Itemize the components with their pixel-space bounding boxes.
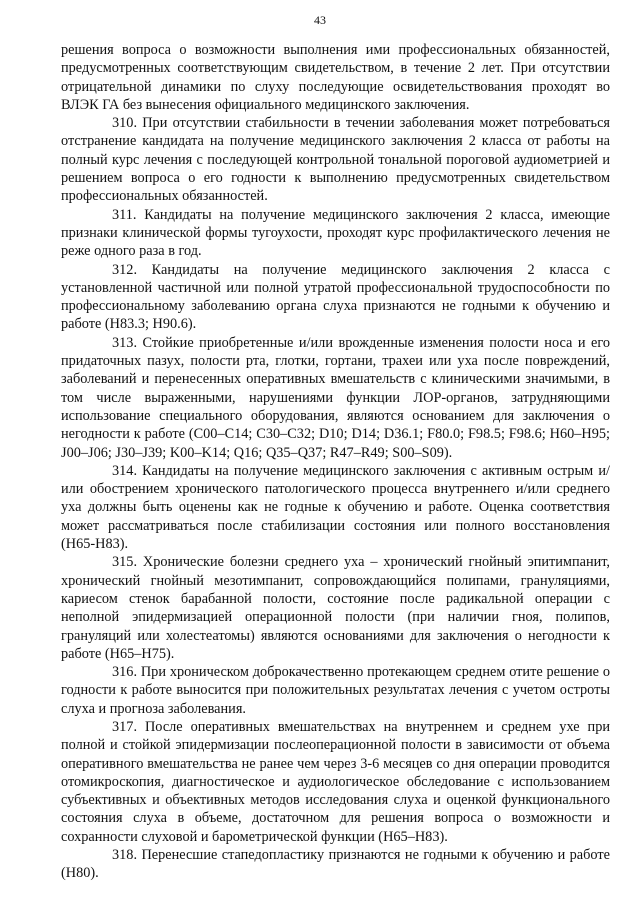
page-number: 43 bbox=[314, 13, 326, 27]
paragraph: 316. При хроническом доброкачественно протекающем среднем отите решение о годности к работе выносится при положительных результатах лечения с учетом остроты слуха и прогноза заболевания. bbox=[61, 664, 610, 717]
paragraph: 318. Перенесшие стапедопластику признаются не годными к обучению и работе (H80). bbox=[61, 847, 610, 882]
paragraph: 314. Кандидаты на получение медицинского заключения с активным острым и/или обострением хронического патологического процесса внутреннего и/или среднего уха должны быть оценены как не годные к обучению и работе. Оценка соответствия может рассматриваться после стабилизации состояния или полного восстановления (H65-H83). bbox=[61, 462, 610, 553]
paragraph: 317. После оперативных вмешательствах на внутреннем и среднем ухе при полной и стойкой эпидермизации послеоперационной полости в зависимости от объема оперативного вмешательства не ранее чем через 3-6 месяцев со дня операции проводится отомикроскопия, диагностическое и аудиологическое обследование с использованием субъективных и объективных методов исследования слуха и оценкой функционального состояния слуха в объеме, достаточном для решения вопроса о возможности и сохранности слуховой и барометрической функции (H65–H83). bbox=[61, 718, 610, 845]
paragraph: 313. Стойкие приобретенные и/или врожденные изменения полости носа и его придаточных пазух, полости рта, глотки, гортани, трахеи или уха после повреждений, заболеваний и перенесенных оперативных вмешательств с клиническими значимыми, в том числе выраженными, нарушениями функции ЛОР-органов, затрудняющими использование специального оборудования, являются основанием для заключения о негодности к работе (С00–С14; С30–С32; D10; D14; D36.1; F80.0; F98.5; F98.6; H60–H95; J00–J06; J30–J39; K00–K14; Q16; Q35–Q37; R47–R49; S00–S09). bbox=[61, 334, 610, 461]
document-body bbox=[61, 41, 610, 883]
paragraph: 312. Кандидаты на получение медицинского заключения 2 класса с установленной частичной или полной утратой профессиональной трудоспособности по профессиональному заболеванию органа слуха признаются не годными к обучению и работе (H83.3; H90.6). bbox=[61, 261, 610, 333]
paragraph: 311. Кандидаты на получение медицинского заключения 2 класса, имеющие признаки клинической формы тугоухости, проходят курс профилактического лечения не реже одного раза в год. bbox=[61, 206, 610, 260]
paragraph: решения вопроса о возможности выполнения ими профессиональных обязанностей, предусмотренных соответствующим свидетельством, в течение 2 лет. При отсутствии отрицательной динамики по слуху последующие освидетельствования проходят во ВЛЭК ГА без вынесения официального медицинского заключения. bbox=[61, 42, 610, 113]
paragraph: 310. При отсутствии стабильности в течении заболевания может потребоваться отстранение кандидата на получение медицинского заключения 2 класса от работы на полный курс лечения с последующей контрольной тональной пороговой аудиометрией и решением вопроса о его годности к выполнению предусмотренных свидетельством профессиональных обязанностей. bbox=[61, 115, 610, 205]
paragraph: 315. Хронические болезни среднего уха – хронический гнойный эпитимпанит, хронический гнойный мезотимпанит, сопровождающийся полипами, грануляциями, кариесом стенок барабанной полости, состояние после радикальной операции с неполной эпидермизацией операционной полости (при наличии гноя, полипов, грануляций или холестеатомы) являются основаниями для заключения о негодности к работе (H65–H75). bbox=[61, 554, 610, 662]
